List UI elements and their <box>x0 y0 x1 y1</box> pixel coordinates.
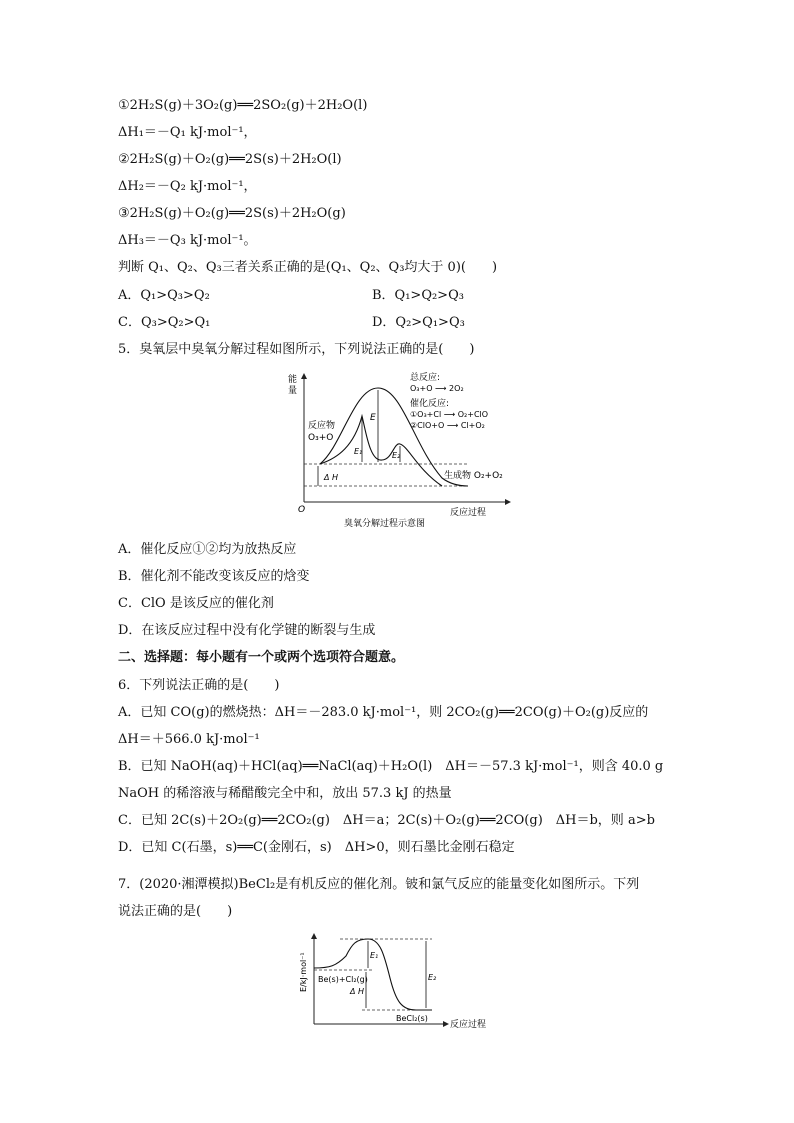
q6-stem: 6．下列说法正确的是( ) <box>118 678 280 693</box>
delta-h-label: Δ H <box>350 987 365 996</box>
e-label: E <box>370 413 376 423</box>
q4-reaction-3: ③2H₂S(g)＋O₂(g)══2S(s)＋2H₂O(g) <box>118 206 346 221</box>
y-axis-label-1: 能 <box>288 375 298 385</box>
diagram-caption: 臭氧分解过程示意图 <box>344 519 426 528</box>
q5-option-c: C．ClO 是该反应的催化剂 <box>118 596 274 611</box>
q6-option-a-line2: ΔH＝＋566.0 kJ·mol⁻¹ <box>118 732 260 747</box>
y-axis-label-2: 量 <box>288 386 298 396</box>
section-2-heading: 二、选择题：每小题有一个或两个选项符合题意。 <box>118 650 405 665</box>
q4-stem: 判断 Q₁、Q₂、Q₃三者关系正确的是(Q₁、Q₂、Q₃均大于 0)( ) <box>118 260 498 275</box>
q6-option-b-line2: NaOH 的稀溶液与稀醋酸完全中和，放出 57.3 kJ 的热量 <box>118 786 452 801</box>
x-axis-label: 反应过程 <box>450 1020 487 1030</box>
q4-reaction-1: ①2H₂S(g)＋3O₂(g)══2SO₂(g)＋2H₂O(l) <box>118 98 368 113</box>
e2-label: E₂ <box>392 451 401 460</box>
q4-dh-3: ΔH₃＝－Q₃ kJ·mol⁻¹。 <box>118 233 257 248</box>
reactant-formula: O₃+O <box>308 433 334 443</box>
total-reaction-title: 总反应: <box>410 373 441 383</box>
ozone-energy-diagram <box>282 366 522 528</box>
q4-option-a: A．Q₁>Q₃>Q₂ <box>118 288 210 303</box>
product-label: BeCl₂(s) <box>396 1014 428 1023</box>
product-label: 生成物 O₂+O₂ <box>444 471 503 481</box>
catalytic-step-1: ①O₃+Cl ⟶ O₂+ClO <box>410 410 489 419</box>
reactant-label: Be(s)+Cl₂(g) <box>318 975 368 984</box>
q5-option-d: D．在该反应过程中没有化学键的断裂与生成 <box>118 623 376 638</box>
reactant-label: 反应物 <box>308 421 336 431</box>
q6-option-a-line1: A．已知 CO(g)的燃烧热：ΔH＝－283.0 kJ·mol⁻¹，则 2CO₂(g)══2CO(g)＋O₂(g)反应的 <box>118 705 649 720</box>
total-reaction-equation: O₃+O ⟶ 2O₂ <box>410 384 464 393</box>
x-axis-label: 反应过程 <box>450 508 487 518</box>
e1-label: E₁ <box>370 951 379 960</box>
q4-dh-1: ΔH₁＝－Q₁ kJ·mol⁻¹， <box>118 125 257 140</box>
q6-option-c: C．已知 2C(s)＋2O₂(g)══2CO₂(g) ΔH＝a；2C(s)＋O₂(g)══2CO(g) ΔH＝b，则 a>b <box>118 813 655 828</box>
e2-label: E₂ <box>428 973 437 982</box>
q5-option-a: A．催化反应①②均为放热反应 <box>118 542 297 557</box>
beryllium-chlorine-energy-diagram <box>296 930 508 1030</box>
q5-option-b: B．催化剂不能改变该反应的焓变 <box>118 569 310 584</box>
q7-stem-line2: 说法正确的是( ) <box>118 904 233 919</box>
q5-stem: 5．臭氧层中臭氧分解过程如图所示，下列说法正确的是( ) <box>118 342 475 357</box>
origin-label: O <box>298 505 306 515</box>
q4-option-b: B．Q₁>Q₂>Q₃ <box>372 288 464 303</box>
q4-dh-2: ΔH₂＝－Q₂ kJ·mol⁻¹， <box>118 179 257 194</box>
q4-reaction-2: ②2H₂S(g)＋O₂(g)══2S(s)＋2H₂O(l) <box>118 152 342 167</box>
e1-label: E₁ <box>354 447 363 456</box>
delta-h-label: Δ H <box>324 473 339 482</box>
catalytic-step-2: ②ClO+O ⟶ Cl+O₂ <box>410 421 485 430</box>
q6-option-d: D．已知 C(石墨，s)══C(金刚石，s) ΔH>0，则石墨比金刚石稳定 <box>118 840 515 855</box>
catalytic-title: 催化反应: <box>410 399 450 409</box>
q4-option-c: C．Q₃>Q₂>Q₁ <box>118 315 211 330</box>
y-axis-label: E/kJ·mol⁻¹ <box>299 952 308 992</box>
q7-stem-line1: 7．(2020·湘潭模拟)BeCl₂是有机反应的催化剂。铍和氯气反应的能量变化如图所示。下列 <box>118 877 640 892</box>
q4-option-d: D．Q₂>Q₁>Q₃ <box>372 315 465 330</box>
q6-option-b-line1: B．已知 NaOH(aq)＋HCl(aq)══NaCl(aq)＋H₂O(l) ΔH＝－57.3 kJ·mol⁻¹，则含 40.0 g <box>118 759 664 774</box>
